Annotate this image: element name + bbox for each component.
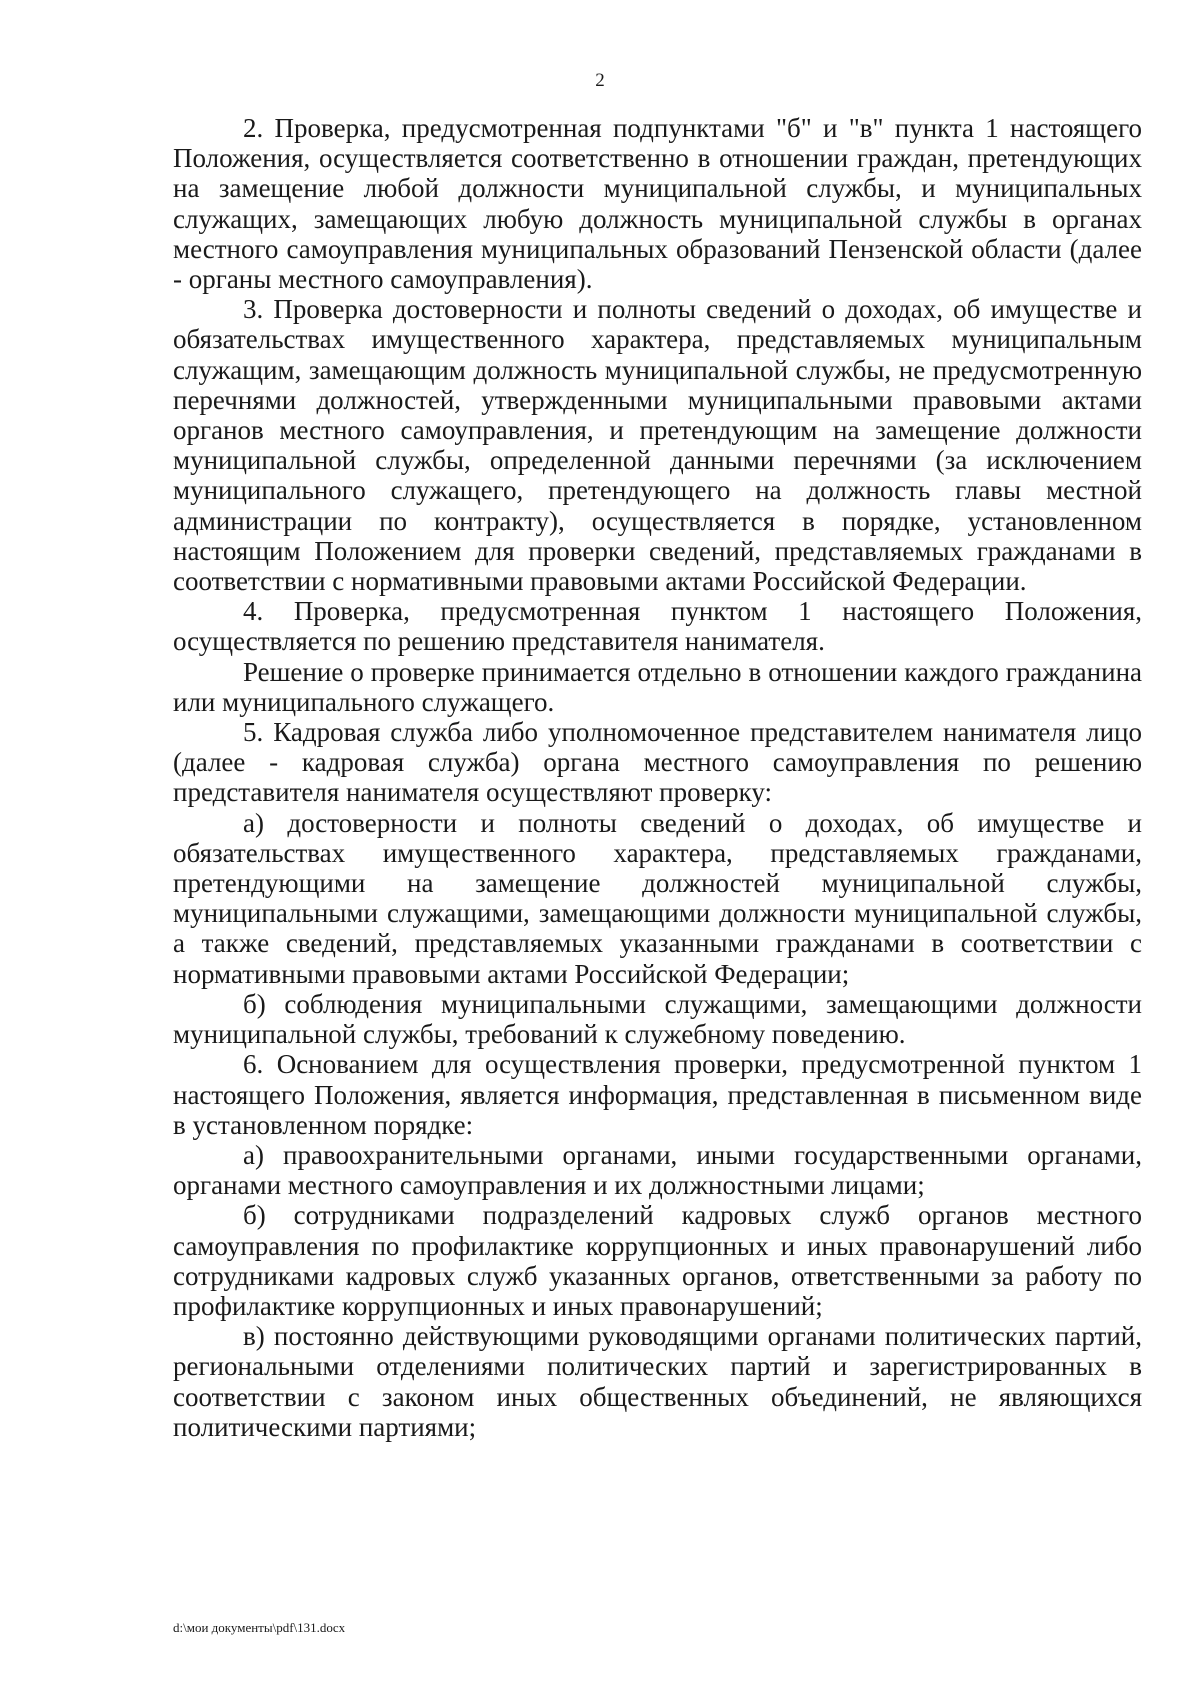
document-body bbox=[173, 113, 1142, 1442]
paragraph-3: 3. Проверка достоверности и полноты сведений о доходах, об имуществе и обязательствах имущественного характера, представляемых муниципальным служащим, замещающим должность муниципальной службы, не предусмотренную перечнями должностей, утвержденными муниципальными правовыми актами органов местного самоуправления, и претендующим на замещение должности муниципальной службы, определенной данными перечнями (за исключением муниципального служащего, претендующего на должность главы местной администрации по контракту), осуществляется в порядке, установленном настоящим Положением для проверки сведений, представляемых гражданами в соответствии с нормативными правовыми актами Российской Федерации. bbox=[173, 294, 1142, 597]
paragraph-6-b: б) сотрудниками подразделений кадровых служб органов местного самоуправления по профилактике коррупционных и иных правонарушений либо сотрудниками кадровых служб указанных органов, ответственными за работу по профилактике коррупционных и иных правонарушений; bbox=[173, 1200, 1142, 1321]
paragraph-4-decision: Решение о проверке принимается отдельно в отношении каждого гражданина или муниципального служащего. bbox=[173, 656, 1142, 717]
paragraph-6-a: а) правоохранительными органами, иными государственными органами, органами местного самоуправления и их должностными лицами; bbox=[173, 1139, 1142, 1201]
paragraph-6: 6. Основанием для осуществления проверки, предусмотренной пунктом 1 настоящего Положения, является информация, представленная в письменном виде в установленном порядке: bbox=[173, 1049, 1142, 1140]
paragraph-5-b: б) соблюдения муниципальными служащими, замещающими должности муниципальной службы, требований к служебному поведению. bbox=[173, 988, 1142, 1050]
page-number: 2 bbox=[595, 70, 605, 91]
paragraph-5-a: а) достоверности и полноты сведений о доходах, об имуществе и обязательствах имущественного характера, представляемых гражданами, претендующими на замещение должностей муниципальной службы, муниципальными служащими, замещающими должности муниципальной службы, а также сведений, представляемых указанными гражданами в соответствии с нормативными правовыми актами Российской Федерации; bbox=[173, 807, 1142, 989]
paragraph-6-v: в) постоянно действующими руководящими органами политических партий, региональными отделениями политических партий и зарегистрированных в соответствии с законом иных общественных объединений, не являющихся политическими партиями; bbox=[173, 1321, 1142, 1442]
footer-file-path: d:\мои документы\pdf\131.docx bbox=[173, 1620, 346, 1635]
paragraph-2: 2. Проверка, предусмотренная подпунктами "б" и "в" пункта 1 настоящего Положения, осуществляется соответственно в отношении граждан, претендующих на замещение любой должности муниципальной службы, и муниципальных служащих, замещающих любую должность муниципальной службы в органах местного самоуправления муниципальных образований Пензенской области (далее - органы местного самоуправления). bbox=[173, 113, 1142, 295]
paragraph-4: 4. Проверка, предусмотренная пунктом 1 настоящего Положения, осуществляется по решению представителя нанимателя. bbox=[173, 596, 1142, 657]
paragraph-5: 5. Кадровая служба либо уполномоченное представителем нанимателя лицо (далее - кадровая служба) органа местного самоуправления по решению представителя нанимателя осуществляют проверку: bbox=[173, 717, 1142, 808]
